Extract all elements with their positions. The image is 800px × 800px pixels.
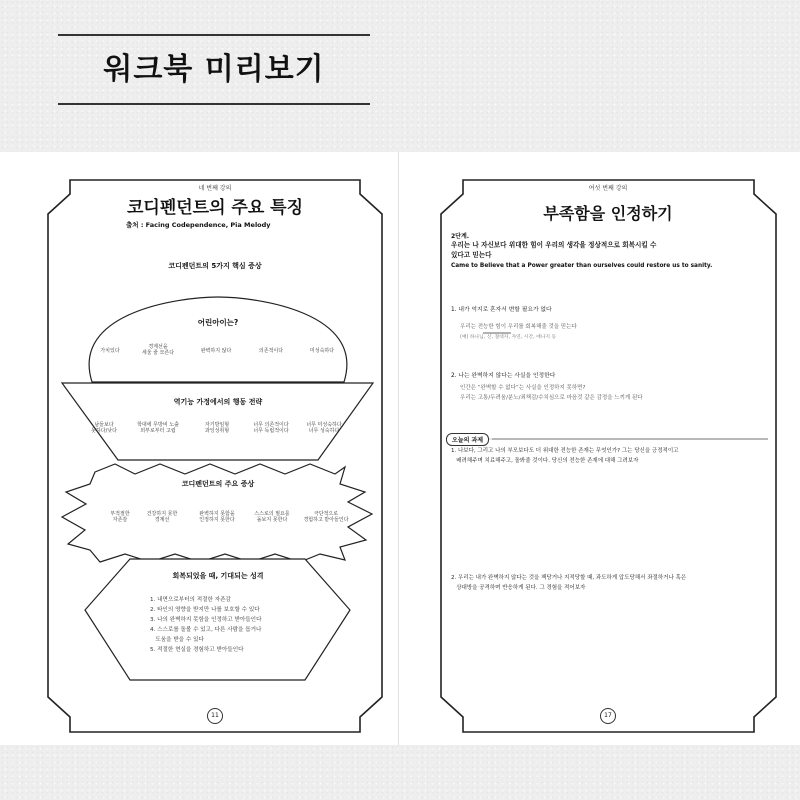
child-item: 의존적이다 [258, 348, 284, 354]
point-two-text: 우리는 고통/두려움/분노/죄책감/수치심으로 마음것 같은 감정을 느끼게 된다 [460, 395, 643, 401]
step-text-korean: 있다고 믿는다 [451, 251, 492, 259]
child-item: 경계선을 세울 줄 모른다 [141, 344, 175, 357]
symptom-item: 부적절한 자존감 [110, 511, 130, 524]
symptom-item: 건강하지 못한 경계선 [146, 511, 178, 524]
header-bottom-rule [58, 103, 370, 105]
right-lecture-label: 여섯 번째 강의 [588, 185, 628, 192]
task-two-text: 상대방을 공격하며 반응하게 된다. 그 경험을 적어보자 [451, 585, 586, 591]
family-title: 역기능 가정에서의 행동 전략 [173, 398, 263, 406]
point-one-text: 우리는 전능한 힘이 우리를 회복해줄 것을 믿는다 [460, 324, 577, 330]
page-frames [0, 152, 800, 745]
left-section-title: 코디펜던트의 5가지 핵심 증상 [168, 262, 262, 270]
recovery-item: 도움을 받을 수 있다 [150, 637, 204, 643]
step-text-english: Came to Believe that a Power greater than ourselves could restore us to sanity. [451, 263, 713, 269]
family-item: 너무 의존적이다 너무 독립적이다 [253, 422, 289, 435]
step-label: 2단계. [451, 233, 470, 240]
task-one-text: 1. 나보다, 그리고 나의 부모보다도 더 위대한 전능한 존재는 무엇인가? 그는 당신을 긍정적이고 [451, 448, 679, 454]
family-item: 자기방임형 과잉성취형 [204, 422, 230, 435]
right-page-number: 17 [600, 708, 616, 724]
step-text-korean: 우리는 나 자신보다 위대한 힘이 우리의 생각을 정상적으로 회복시킬 수 [451, 241, 657, 249]
symptoms-title: 코디펜던트의 주요 증상 [181, 480, 255, 488]
task-two-text: 2. 우리는 내가 완벽하지 않다는 것을 책당거나 지적당할 때, 과도하게 압도당해서 좌절하거나 혹은 [451, 575, 687, 581]
family-item: 너무 미성숙하다 너무 성숙하다 [306, 422, 342, 435]
left-lecture-label: 네 번째 강의 [198, 185, 232, 192]
point-two-title: 2. 나는 완벽하지 않다는 사실을 인정한다 [451, 373, 556, 379]
family-item: 남들보다 못하다/낫다 [91, 422, 117, 435]
symptom-item: 완벽하지 못함을 인정하지 못한다 [199, 511, 235, 524]
left-source: 출처 : Facing Codependence, Pia Melody [126, 221, 271, 229]
symptom-item: 스스로의 필요를 돌보지 못한다 [254, 511, 290, 524]
page-title: 워크북 미리보기 [103, 52, 325, 87]
child-dome-shape [89, 297, 347, 382]
recovery-item: 2. 타인의 영향을 받지만 나를 보호할 수 있다 [150, 607, 260, 613]
recovery-item: 5. 적절한 현실을 경험하고 받아들인다 [150, 647, 244, 653]
point-one-example: (예) 하나님, 신, 절대자, 자연, 시간, 애나지 등 [460, 335, 557, 340]
child-item: 미성숙하다 [309, 348, 335, 354]
child-item: 가치있다 [100, 348, 120, 354]
left-page-number: 11 [207, 708, 223, 724]
right-page-heading: 부족함을 인정하기 [543, 204, 673, 223]
task-one-text: 배려해주며 치료해주고, 돌봐줄 것이다. 당신의 전능한 존재에 대해 그려보자 [451, 458, 639, 464]
assignment-label: 오늘의 과제 [446, 433, 489, 446]
point-one-title: 1. 내가 억지로 혼자서 변할 필요가 없다 [451, 307, 552, 313]
recovery-title: 회복되었을 때, 기대되는 성격 [172, 572, 264, 580]
recovery-item: 3. 나의 완벽하지 못함을 인정하고 받아들인다 [150, 617, 262, 623]
header-top-rule [58, 34, 370, 36]
child-title: 어린아이는? [197, 318, 239, 327]
child-item: 완벽하지 않다 [200, 348, 232, 354]
recovery-item: 4. 스스로를 돌볼 수 있고, 다른 사람을 돕거나 [150, 627, 262, 633]
left-page-heading: 코디펜던트의 주요 특징 [126, 198, 304, 218]
workbook-spread [0, 152, 800, 745]
recovery-item: 1. 내면으로부터의 적절한 자존감 [150, 597, 231, 603]
point-two-text: 인간은 “완벽할 수 없다”는 사실을 인정하지 못하면? [460, 385, 586, 391]
family-item: 학대에 무방비 노출 외부로부터 고립 [137, 422, 179, 435]
symptom-item: 극단적으로 경험하고 받아들인다 [303, 511, 349, 524]
